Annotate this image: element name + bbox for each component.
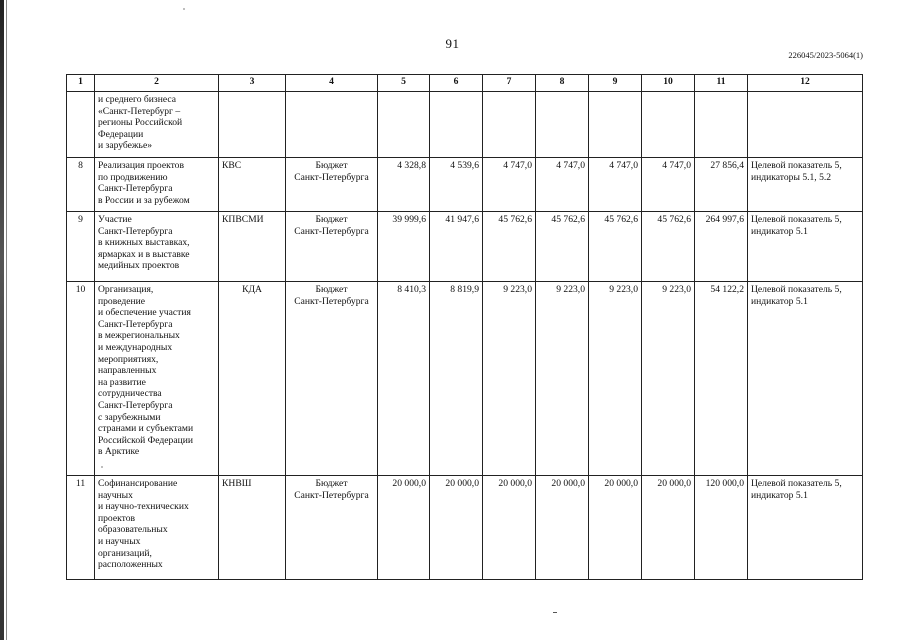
row-number: 10 (67, 282, 95, 476)
indicator-note: Целевой показатель 5, индикатор 5.1 (748, 212, 863, 282)
value-cell: 9 223,0 (483, 282, 536, 476)
table-row (67, 158, 863, 212)
page-number: 91 (445, 36, 460, 51)
header-cell: 8 (536, 75, 589, 92)
value-cell (378, 92, 430, 158)
indicator-note (748, 92, 863, 158)
value-cell: 20 000,0 (642, 476, 695, 580)
row-number: 8 (67, 158, 95, 212)
table-row (67, 92, 863, 158)
value-cell: 9 223,0 (536, 282, 589, 476)
header-row (67, 75, 863, 92)
value-cell: 9 223,0 (589, 282, 642, 476)
value-cell: 39 999,6 (378, 212, 430, 282)
header-cell: 7 (483, 75, 536, 92)
program-table (66, 74, 863, 580)
value-cell: 45 762,6 (589, 212, 642, 282)
header-cell: 2 (95, 75, 219, 92)
value-cell: 4 328,8 (378, 158, 430, 212)
activity-name: Реализация проектов по продвижению Санкт-Петербурга в России и за рубежом (95, 158, 219, 212)
value-cell (483, 92, 536, 158)
value-cell: 20 000,0 (378, 476, 430, 580)
value-cell: 4 747,0 (589, 158, 642, 212)
value-cell: 45 762,6 (642, 212, 695, 282)
indicator-note: Целевой показатель 5, индикатор 5.1 (748, 282, 863, 476)
scan-edge (0, 0, 4, 640)
scan-edge-line (6, 0, 7, 640)
activity-name: Участие Санкт-Петербурга в книжных выставках, ярмарках и в выставке медийных проектов (95, 212, 219, 282)
executor-code: КВС (219, 158, 286, 212)
value-cell (642, 92, 695, 158)
header-cell: 11 (695, 75, 748, 92)
header-cell: 3 (219, 75, 286, 92)
value-cell: 4 747,0 (642, 158, 695, 212)
value-cell: 4 747,0 (536, 158, 589, 212)
header-cell: 12 (748, 75, 863, 92)
row-number (67, 92, 95, 158)
value-cell: 4 539,6 (430, 158, 483, 212)
executor-code: КНВШ (219, 476, 286, 580)
activity-name: Софинансирование научных и научно-технических проектов образовательных и научных организаций, расположенных (95, 476, 219, 580)
value-cell: 9 223,0 (642, 282, 695, 476)
activity-name: Организация, проведение и обеспечение участия Санкт-Петербурга в межрегиональных и международных мероприятиях, направленных на развитие сотрудничества Санкт-Петербурга с зарубежными странами и субъектами Российской Федерации в Арктике (95, 282, 219, 476)
value-cell: 20 000,0 (536, 476, 589, 580)
total-cell: 27 856,4 (695, 158, 748, 212)
header-cell: 1 (67, 75, 95, 92)
row-number: 11 (67, 476, 95, 580)
table-row (67, 282, 863, 476)
total-cell: 264 997,6 (695, 212, 748, 282)
funding-source: Бюджет Санкт-Петербурга (286, 158, 378, 212)
total-cell: 120 000,0 (695, 476, 748, 580)
executor-code: КДА (219, 282, 286, 476)
header-cell: 10 (642, 75, 695, 92)
scan-speck (183, 8, 185, 10)
scan-mark (553, 612, 557, 613)
header-cell: 9 (589, 75, 642, 92)
value-cell: 20 000,0 (483, 476, 536, 580)
header-cell: 6 (430, 75, 483, 92)
header-cell: 5 (378, 75, 430, 92)
header-cell: 4 (286, 75, 378, 92)
total-cell: 54 122,2 (695, 282, 748, 476)
value-cell: 4 747,0 (483, 158, 536, 212)
value-cell: 20 000,0 (430, 476, 483, 580)
value-cell: 20 000,0 (589, 476, 642, 580)
value-cell: 8 819,9 (430, 282, 483, 476)
funding-source: Бюджет Санкт-Петербурга (286, 476, 378, 580)
document-id: 226045/2023-5064(1) (788, 50, 863, 60)
table-row (67, 476, 863, 580)
value-cell: 41 947,6 (430, 212, 483, 282)
activity-name: и среднего бизнеса «Санкт-Петербург – регионы Российской Федерации и зарубежье» (95, 92, 219, 158)
indicator-note: Целевой показатель 5, индикатор 5.1 (748, 476, 863, 580)
funding-source (286, 92, 378, 158)
funding-source: Бюджет Санкт-Петербурга (286, 282, 378, 476)
scan-speck (101, 466, 103, 468)
row-number: 9 (67, 212, 95, 282)
value-cell: 45 762,6 (536, 212, 589, 282)
value-cell (589, 92, 642, 158)
funding-source: Бюджет Санкт-Петербурга (286, 212, 378, 282)
value-cell: 45 762,6 (483, 212, 536, 282)
value-cell (536, 92, 589, 158)
executor-code: КПВСМИ (219, 212, 286, 282)
table-row (67, 212, 863, 282)
total-cell (695, 92, 748, 158)
value-cell: 8 410,3 (378, 282, 430, 476)
executor-code (219, 92, 286, 158)
indicator-note: Целевой показатель 5, индикаторы 5.1, 5.2 (748, 158, 863, 212)
value-cell (430, 92, 483, 158)
